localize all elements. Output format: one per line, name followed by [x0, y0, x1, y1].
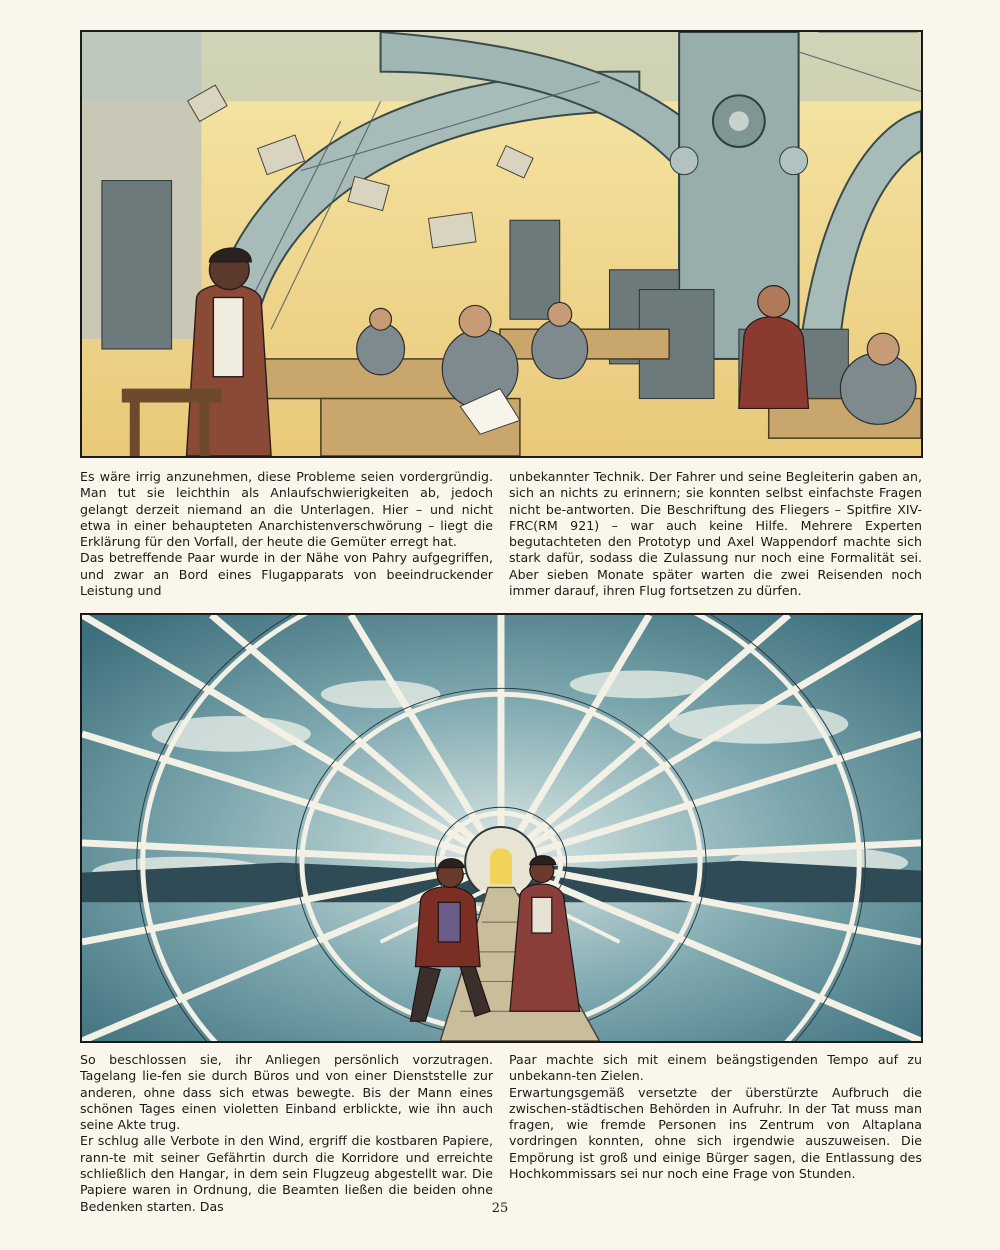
caption-top-right: [509, 469, 922, 599]
page-number: 25: [491, 1201, 509, 1216]
paragraph: Er schlug alle Verbote in den Wind, ergriff die kostbaren Papiere, rann-te mit seiner Gefährtin durch die Korridore und erreichte schließlich den Hangar, in dem sein Flugzeug abgestellt war. Die Papiere waren in Ordnung, die Beamten ließen die beiden ohne Bedenken starten. Das: [80, 1133, 493, 1214]
caption-bottom-right: [509, 1052, 922, 1182]
archive-hall-artwork: [82, 32, 921, 456]
paragraph: unbekannter Technik. Der Fahrer und seine Begleiterin gaben an, sich an nichts zu erinnern; sie konnten selbst einfachste Fragen nicht be-antworten. Die Beschriftung des Fliegers – Spitfire XIV-FRC(RM 921) – war auch keine Hilfe. Mehrere Experten begutachteten den Prototyp und Axel Wappendorf machte sich stark dafür, sodass die Zulassung nur noch eine Formalität sei. Aber sieben Monate später warten die zwei Reisenden noch immer darauf, ihren Flug fortsetzen zu dürfen.: [509, 469, 922, 599]
paragraph: Paar machte sich mit einem beängstigenden Tempo auf zu unbekann-ten Zielen.: [509, 1052, 922, 1084]
glass-dome-artwork: [82, 615, 921, 1041]
paragraph: Erwartungsgemäß versetzte der überstürzte Aufbruch die zwischen-städtischen Behörden in Aufruhr. In der Tat muss man fragen, wie fremde Personen ins Zentrum von Altaplana vordringen konnten, ohne sich irgendwie auszuweisen. Die Empörung ist groß und einige Bürger sagen, die Entlassung des Hochkommissars sei nur noch eine Frage von Stunden.: [509, 1084, 922, 1182]
paragraph: Es wäre irrig anzunehmen, diese Probleme seien vordergründig. Man tut sie leichthin als Anlaufschwierigkeiten ab, jedoch gelangt derzeit niemand an die Unterlagen. Hier – und nicht etwa in einer behaupteten Anarchistenverschwörung – liegt die Erklärung für den Vorfall, der heute die Gemüter erregt hat.: [80, 469, 493, 550]
archive-hall-illustration: [80, 30, 923, 458]
caption-top-left: [80, 469, 493, 599]
paragraph: Das betreffende Paar wurde in der Nähe von Pahry aufgegriffen, und zwar an Bord eines Flugapparats von beeindruckender Leistung und: [80, 550, 493, 599]
caption-bottom-left: [80, 1052, 493, 1215]
paragraph: So beschlossen sie, ihr Anliegen persönlich vorzutragen. Tagelang lie-fen sie durch Büros und von einer Dienststelle zur anderen, ohne dass sich etwas bewegte. Bis der Mann eines schönen Tages einen violetten Einband erblickte, wie ihn auch seine Akte trug.: [80, 1052, 493, 1133]
glass-dome-walkway-illustration: [80, 613, 923, 1043]
